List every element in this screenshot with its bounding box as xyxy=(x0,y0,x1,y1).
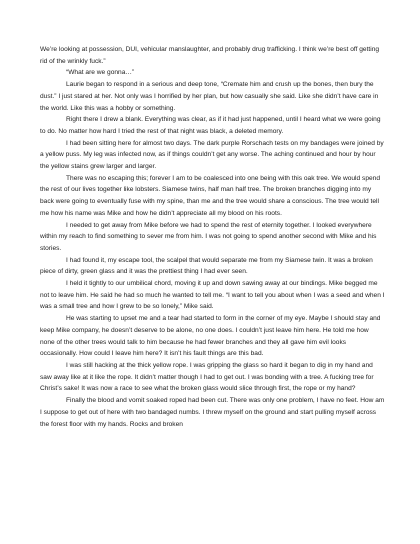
paragraph-9: I held it tightly to our umbilical chord, moving it up and down sawing away at our bindings. Mike begged me not to leave him. He said he had so much he wanted to tell me. “I want to tell you about when I was a seed and when I was a small tree and how I grew to be so lonely,” Mike said. xyxy=(40,280,385,311)
paragraph-5: I had been sitting here for almost two days. The dark purple Rorschach tests on my bandages were joined by a yellow puss. My leg was infected now, as if things couldn’t get any worse. The aching continued and hour by hour the yellow stains grew larger and larger. xyxy=(40,139,384,171)
paragraph-11: I was still hacking at the thick yellow rope. I was gripping the glass so hard it began to dig in my hand and saw away like at it like the rope. It didn’t matter though I had to get out. I was bonding with a tree. A fucking tree for Christ’s sake! It was now a race to see what the broken glass would slice through first, the rope or my hand? xyxy=(40,361,374,393)
paragraph-6: There was no escaping this; forever I am to be coalesced into one being with this oak tree. We would spend the rest of our lives together like lobsters. Siamese twins, half man half tree. The broken branches digging into my back were going to eventually fuse with my spine, than me and the tree would share a conscious. The tree would tell me how his name was Mike and how he didn’t appreciate all my blood on his roots. xyxy=(40,174,380,217)
paragraph-4: Right there I drew a blank. Everything was clear, as if it had just happened, until I heard what we were going to do. No matter how hard I tried the rest of that night was black, a deleted memory. xyxy=(40,116,381,135)
paragraph-1: We’re looking at possession, DUI, vehicular manslaughter, and probably drug trafficking. I think we’re best off getting rid of the wrinkly fuck.” xyxy=(40,46,380,65)
paragraph-3: Laurie began to respond in a serious and deep tone, “Cremate him and crush up the bones, then bury the dust.” I just stared at her. Not only was I horrified by her plan, but how casually she said. Like she didn’t have care in the world. Like this was a hobby or something. xyxy=(40,81,379,112)
paragraph-2: “What are we gonna…” xyxy=(66,69,135,77)
body-text xyxy=(40,44,385,430)
paragraph-10: He was starting to upset me and a tear had started to form in the corner of my eye. Maybe I should stay and keep Mike company, he doesn’t deserve to be alone, no one does. I couldn’t just leave him here. He told me how none of the other trees would talk to him because he had fewer branches and they all gave him evil looks occasionally. How could I leave him here? It isn’t his fault things are this bad. xyxy=(40,315,381,358)
paragraph-7: I needed to get away from Mike before we had to spend the rest of eternity together. I looked everywhere within my reach to find something to sever me from him. I was not going to spend another second with Mike and his stories. xyxy=(40,221,377,252)
paragraph-12: Finally the blood and vomit soaked roped had been cut. There was only one problem, I have no feet. How am I suppose to get out of here with two bandaged numbs. I threw myself on the ground and start pulling myself across the forest floor with my hands. Rocks and broken xyxy=(40,397,385,428)
paragraph-8: I had found it, my escape tool, the scalpel that would separate me from my Siamese twin. It was a broken piece of dirty, green glass and it was the prettiest thing I had ever seen. xyxy=(40,256,373,276)
